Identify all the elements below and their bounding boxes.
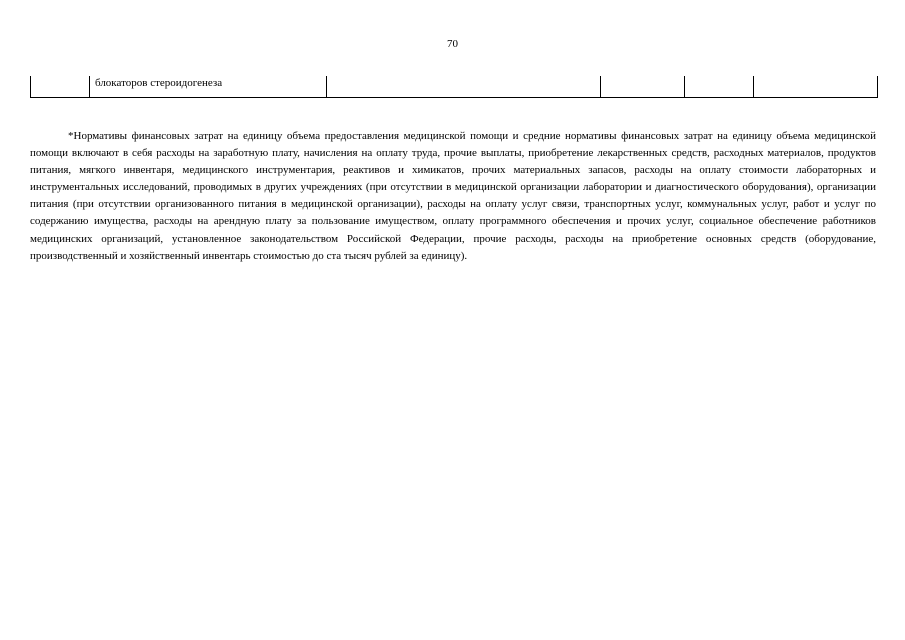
table-continuation [30, 76, 878, 98]
page-number: 70 [447, 38, 458, 50]
table-cell-number [31, 76, 90, 98]
footnote-paragraph: *Нормативы финансовых затрат на единицу объема предоставления медицинской помощи и средние нормативы финансовых затрат на единицу объема медицинской помощи включают в себя расходы на заработную плату, начисления на оплату труда, прочие выплаты, приобретение лекарственных средств, расходных материалов, продуктов питания, мягкого инвентаря, медицинского инструментария, реактивов и химикатов, прочих материальных запасов, расходы на оплату стоимости лабораторных и инструментальных исследований, проводимых в других учреждениях (при отсутствии в медицинской организации лаборатории и диагностического оборудования), организации питания (при отсутствии организованного питания в медицинской организации), расходы на оплату услуг связи, транспортных услуг, коммунальных услуг, работ и услуг по содержанию имущества, расходы на арендную плату за пользование имуществом, оплату программного обеспечения и прочих услуг, социальное обеспечение работников медицинских организаций, установленное законодательством Российской Федерации, прочие расходы, расходы на приобретение основных средств (оборудование, производственный и хозяйственный инвентарь стоимостью до ста тысяч рублей за единицу). [30, 130, 876, 262]
table-cell [685, 76, 754, 98]
table-cell [754, 76, 878, 98]
table-row [31, 76, 878, 98]
table-cell [601, 76, 685, 98]
table-cell-name: блокаторов стероидогенеза [90, 76, 327, 98]
table-cell [327, 76, 601, 98]
